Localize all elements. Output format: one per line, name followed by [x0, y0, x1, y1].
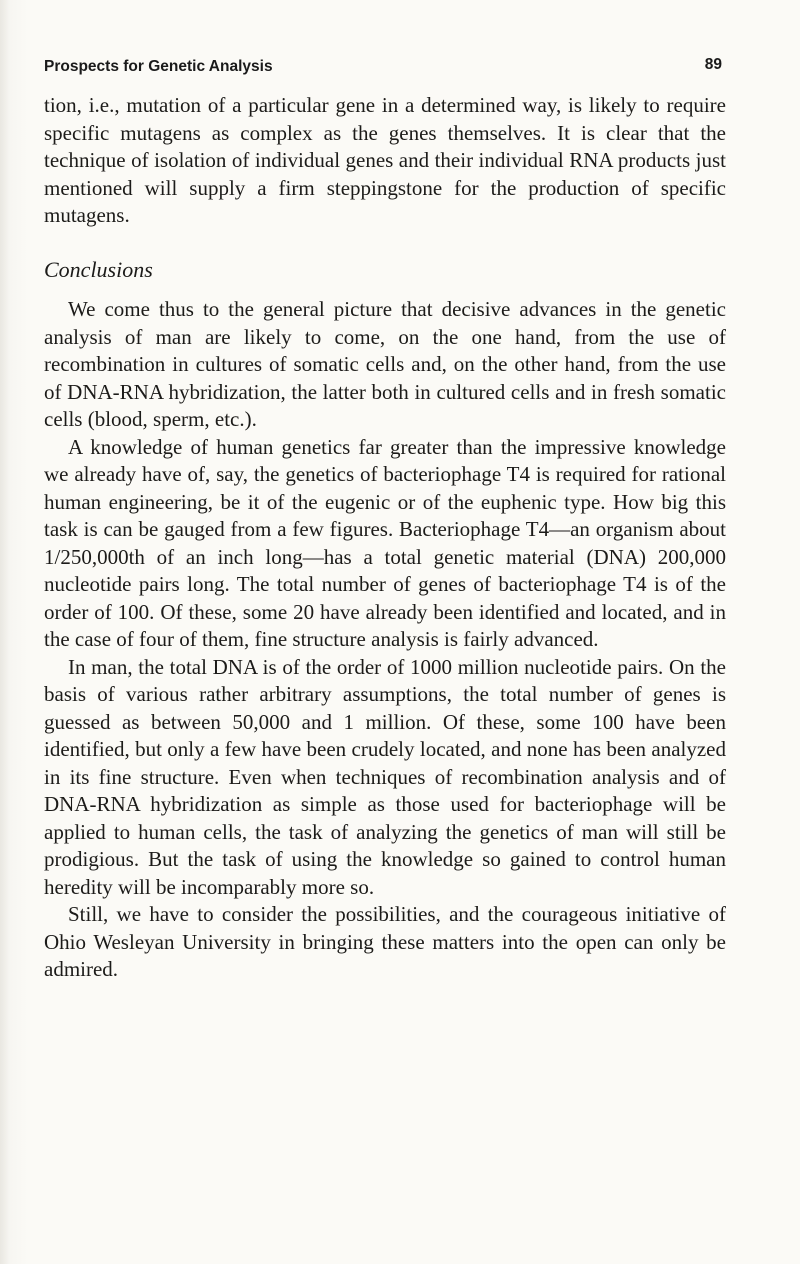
section-body	[44, 296, 726, 984]
page-header	[44, 56, 722, 80]
paragraph: In man, the total DNA is of the order of 1000 million nucleotide pairs. On the basis of various rather arbitrary assumptions, the total number of genes is guessed as between 50,000 and 1 million. Of these, some 100 have been identified, but only a few have been crudely located, and none has been analyzed in its fine structure. Even when techniques of recombination analysis and of DNA-RNA hybridization as simple as those used for bacteriophage will be applied to human cells, the task of analyzing the genetics of man will still be prodigious. But the task of using the knowledge so gained to control human heredity will be incomparably more so.	[44, 654, 726, 899]
page-number: 89	[704, 56, 722, 73]
running-head: Prospects for Genetic Analysis	[44, 58, 273, 75]
paragraph: We come thus to the general picture that decisive advances in the genetic analysis of man are likely to come, on the one hand, from the use of recombination in cultures of somatic cells and, on the other hand, from the use of DNA-RNA hybridization, the latter both in cultured cells and in fresh somatic cells (blood, sperm, etc.).	[44, 297, 726, 431]
paragraph: A knowledge of human genetics far greater than the impressive knowledge we already have of, say, the genetics of bacteriophage T4 is required for rational human engineering, be it of the eugenic or of the euphenic type. How big this task is can be gauged from a few figures. Bacteriophage T4—an organism about 1/250,000th of an inch long—has a total genetic material (DNA) 200,000 nucleotide pairs long. The total number of genes of bacteriophage T4 is of the order of 100. Of these, some 20 have already been identified and located, and in the case of four of them, fine structure analysis is fairly advanced.	[44, 434, 726, 651]
continued-paragraph: tion, i.e., mutation of a particular gene in a determined way, is likely to require specific mutagens as complex as the genes themselves. It is clear that the technique of isolation of individual genes and their individual RNA products just mentioned will supply a firm steppingstone for the production of specific mutagens.	[44, 93, 726, 227]
paragraph: Still, we have to consider the possibilities, and the courageous initiative of Ohio Wesleyan University in bringing these matters into the open can only be admired.	[44, 902, 726, 981]
section-heading: Conclusions	[44, 257, 153, 282]
